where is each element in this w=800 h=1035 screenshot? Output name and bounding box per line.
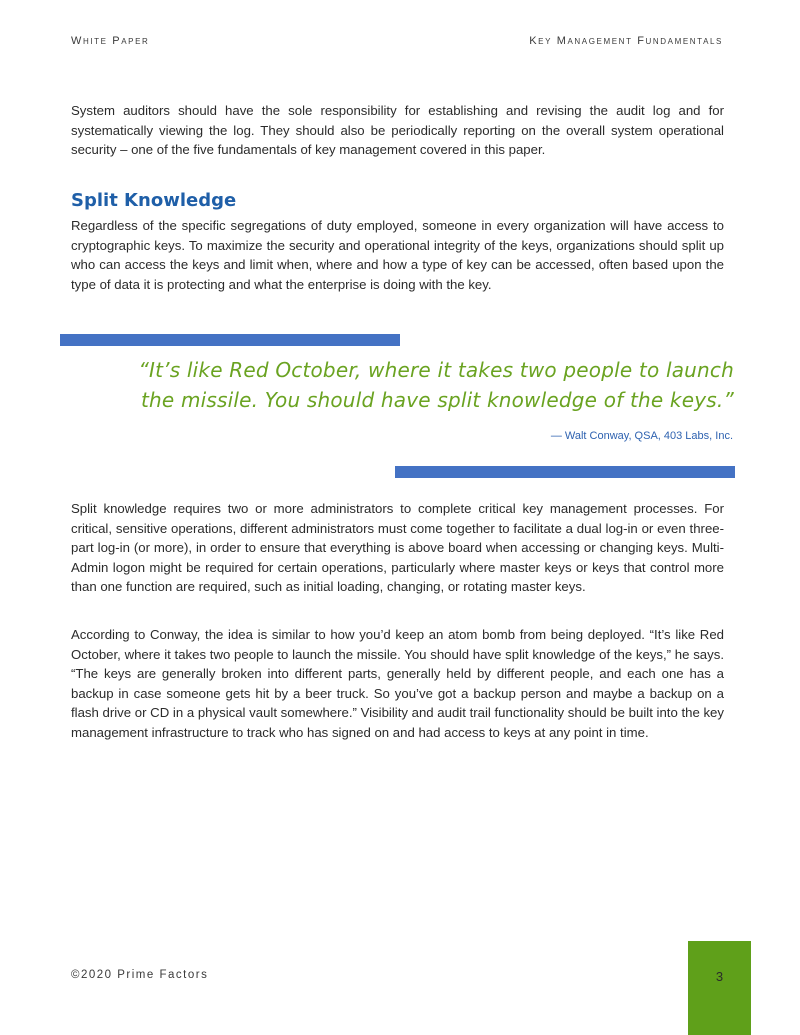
- header-doc-title: Key Management Fundamentals: [529, 35, 723, 47]
- page-number: 3: [715, 969, 724, 984]
- paragraph-audit: System auditors should have the sole responsibility for establishing and revising the audit log and for systematically viewing the log. They should also be periodically reporting on the overall system operational security – one of the five fundamentals of key management covered in this paper.: [71, 103, 724, 158]
- paragraph-conway-analogy: According to Conway, the idea is similar to how you’d keep an atom bomb from being deployed. “It’s like Red October, where it takes two people to launch the missile. You should have split knowledge of the keys,” he says. “The keys are generally broken into different parts, generally held by different people, and each one has a backup in case someone gets hit by a beer truck. So you’ve got a backup person and maybe a backup on a flash drive or CD in a physical vault somewhere.” Visibility and audit trail functionality should be built into the key management infrastructure to track who has signed on and had access to keys at any point in time.: [71, 627, 724, 740]
- paragraph-split-knowledge-intro: Regardless of the specific segregations of duty employed, someone in every organization will have access to cryptographic keys. To maximize the security and operational integrity of the keys, organizations should split up who can access the keys and limit when, where and how a type of key can be accessed, often based upon the type of data it is protecting and what the enterprise is doing with the key.: [71, 218, 724, 292]
- footer-copyright: ©2020 Prime Factors: [71, 969, 209, 981]
- quote-top-bar: [60, 334, 400, 346]
- page-header: [71, 35, 723, 51]
- pull-quote: “It’s like Red October, where it takes two people to launch the missile. You should have split knowledge of the keys.”: [138, 358, 734, 412]
- section-heading: Split Knowledge: [71, 190, 237, 211]
- paragraph-split-knowledge-requirements: Split knowledge requires two or more administrators to complete critical key management processes. For critical, sensitive operations, different administrators must come together to facilitate a dual log-in or even three-part log-in (or more), in order to ensure that everything is above board when accessing or changing keys. Multi-Admin logon might be required for certain operations, particularly where master keys or keys that control more than one function are required, such as initial loading, changing, or rotating master keys.: [71, 501, 724, 595]
- page-number-box: [688, 941, 751, 1035]
- header-doc-type: White Paper: [71, 35, 150, 47]
- quote-attribution: — Walt Conway, QSA, 403 Labs, Inc.: [550, 430, 733, 442]
- quote-bottom-bar: [395, 466, 735, 478]
